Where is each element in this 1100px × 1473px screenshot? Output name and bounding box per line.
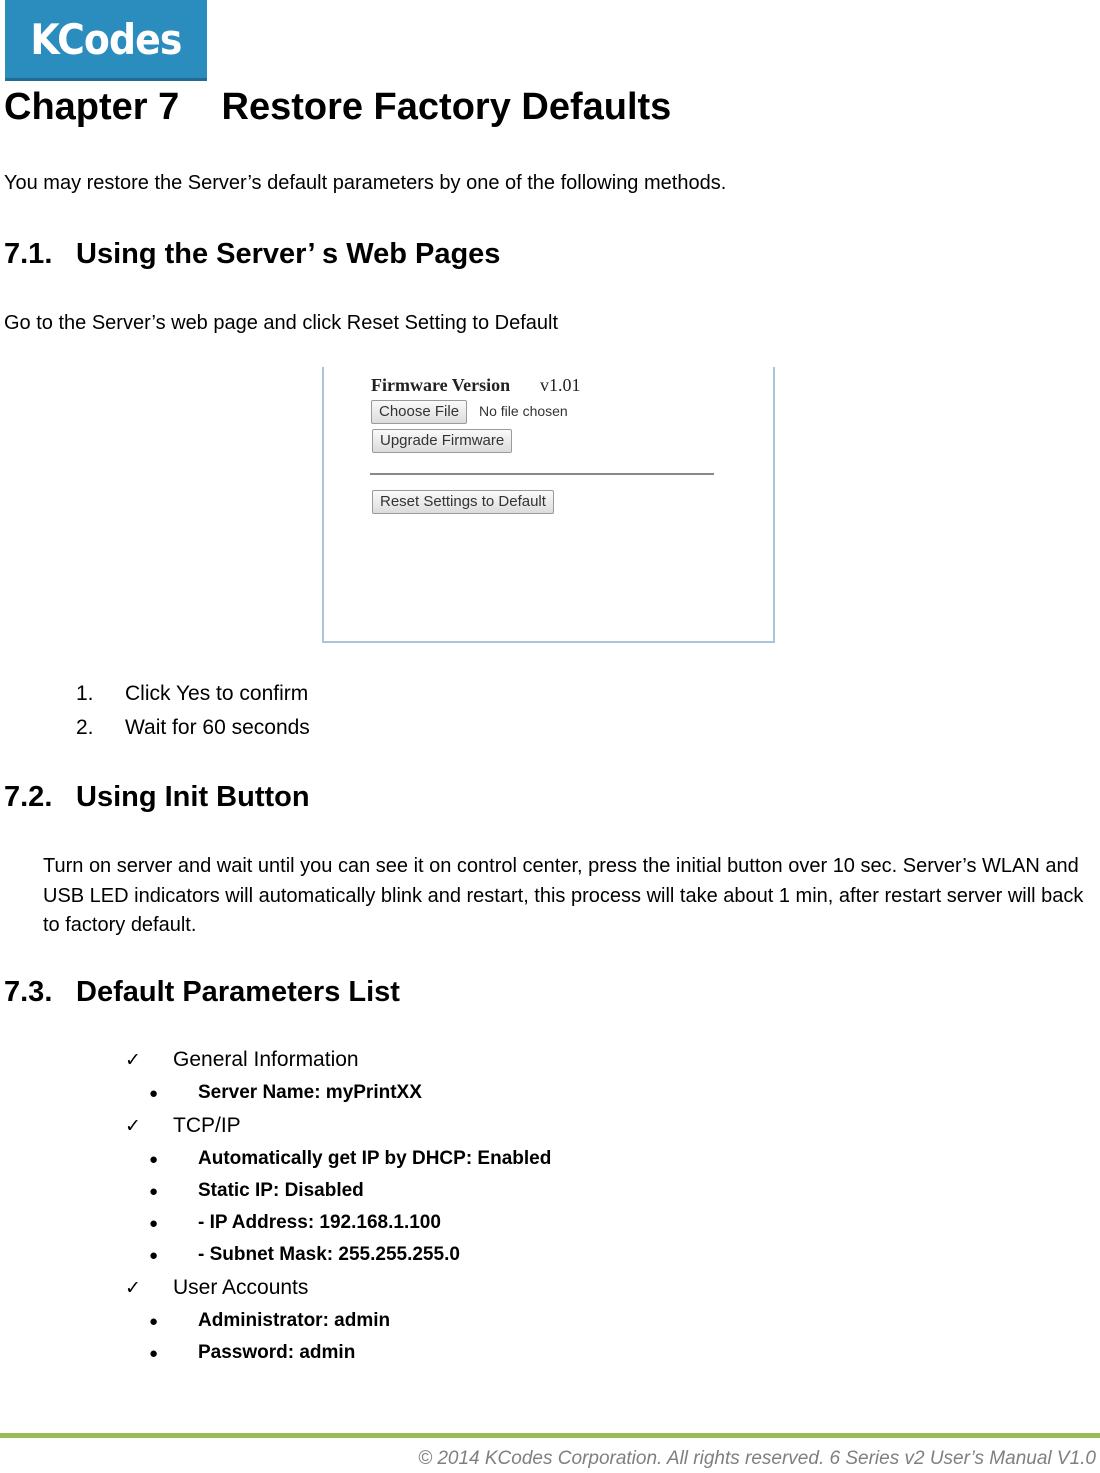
section-heading-7-1	[4, 238, 500, 271]
footer-divider	[0, 1433, 1100, 1438]
section-number: 7.3.	[4, 976, 53, 1008]
bullet-icon: ●	[149, 1183, 159, 1200]
list-item	[125, 1305, 551, 1337]
choose-file-button[interactable]: Choose File	[371, 400, 467, 424]
default-parameters-list	[125, 1043, 551, 1369]
section-number: 7.1.	[4, 238, 53, 270]
list-item	[76, 677, 310, 711]
list-item	[125, 1337, 551, 1369]
group-title: General Information	[173, 1048, 359, 1071]
list-item	[125, 1207, 551, 1239]
upgrade-firmware-button[interactable]: Upgrade Firmware	[372, 429, 512, 453]
list-item	[125, 1175, 551, 1207]
no-file-chosen-text: No file chosen	[479, 403, 568, 419]
reset-settings-button[interactable]: Reset Settings to Default	[372, 490, 554, 514]
section-heading-7-3	[4, 976, 400, 1009]
param-text: Static IP: Disabled	[198, 1180, 364, 1201]
list-item	[125, 1239, 551, 1271]
firmware-version-value: v1.01	[540, 375, 581, 395]
bullet-icon: ●	[149, 1151, 159, 1168]
checkmark-icon: ✓	[125, 1277, 141, 1299]
param-text: - IP Address: 192.168.1.100	[198, 1212, 441, 1233]
bullet-icon: ●	[149, 1345, 159, 1362]
step-text: Wait for 60 seconds	[125, 716, 310, 739]
chapter-title: Chapter 7 Restore Factory Defaults	[4, 86, 672, 128]
step-number: 1.	[76, 682, 94, 705]
param-group-user-accounts	[125, 1271, 551, 1305]
param-group-tcpip	[125, 1109, 551, 1143]
bullet-icon: ●	[149, 1215, 159, 1232]
section-title: Using Init Button	[76, 781, 310, 813]
list-item	[76, 711, 310, 745]
param-group-general	[125, 1043, 551, 1077]
list-item	[125, 1143, 551, 1175]
steps-list	[76, 677, 310, 745]
bullet-icon: ●	[149, 1313, 159, 1330]
section-number: 7.2.	[4, 781, 53, 813]
init-button-text: Turn on server and wait until you can see it on control center, press the initial button over 10 sec. Server’s WLAN and USB LED indicators will automatically blink and restart, this process will take about 1 min, after restart server will back to factory default.	[43, 855, 1084, 936]
step-number: 2.	[76, 716, 94, 739]
divider	[370, 473, 714, 475]
footer-text: © 2014 KCodes Corporation. All rights reserved. 6 Series v2 User’s Manual V1.0	[418, 1448, 1096, 1469]
firmware-screenshot	[322, 367, 775, 643]
section-title: Using the Server’ s Web Pages	[76, 238, 501, 270]
param-text: - Subnet Mask: 255.255.255.0	[198, 1244, 460, 1265]
section-title: Default Parameters List	[76, 976, 400, 1008]
group-title: TCP/IP	[173, 1114, 241, 1137]
intro-text: You may restore the Server’s default parameters by one of the following methods.	[4, 172, 727, 194]
kcodes-logo	[5, 0, 207, 81]
group-title: User Accounts	[173, 1276, 309, 1299]
web-pages-text: Go to the Server’s web page and click Reset Setting to Default	[4, 312, 559, 334]
param-text: Automatically get IP by DHCP: Enabled	[198, 1148, 552, 1169]
section-heading-7-2	[4, 781, 310, 814]
checkmark-icon: ✓	[125, 1049, 141, 1071]
list-item	[125, 1077, 551, 1109]
bullet-icon: ●	[149, 1247, 159, 1264]
param-text: Server Name: myPrintXX	[198, 1082, 422, 1103]
param-text: Administrator: admin	[198, 1310, 391, 1331]
firmware-version-label: Firmware Version	[371, 375, 511, 395]
logo-text: KCodes	[30, 14, 182, 64]
bullet-icon: ●	[149, 1085, 159, 1102]
param-text: Password: admin	[198, 1342, 356, 1363]
checkmark-icon: ✓	[125, 1115, 141, 1137]
step-text: Click Yes to confirm	[125, 682, 309, 705]
